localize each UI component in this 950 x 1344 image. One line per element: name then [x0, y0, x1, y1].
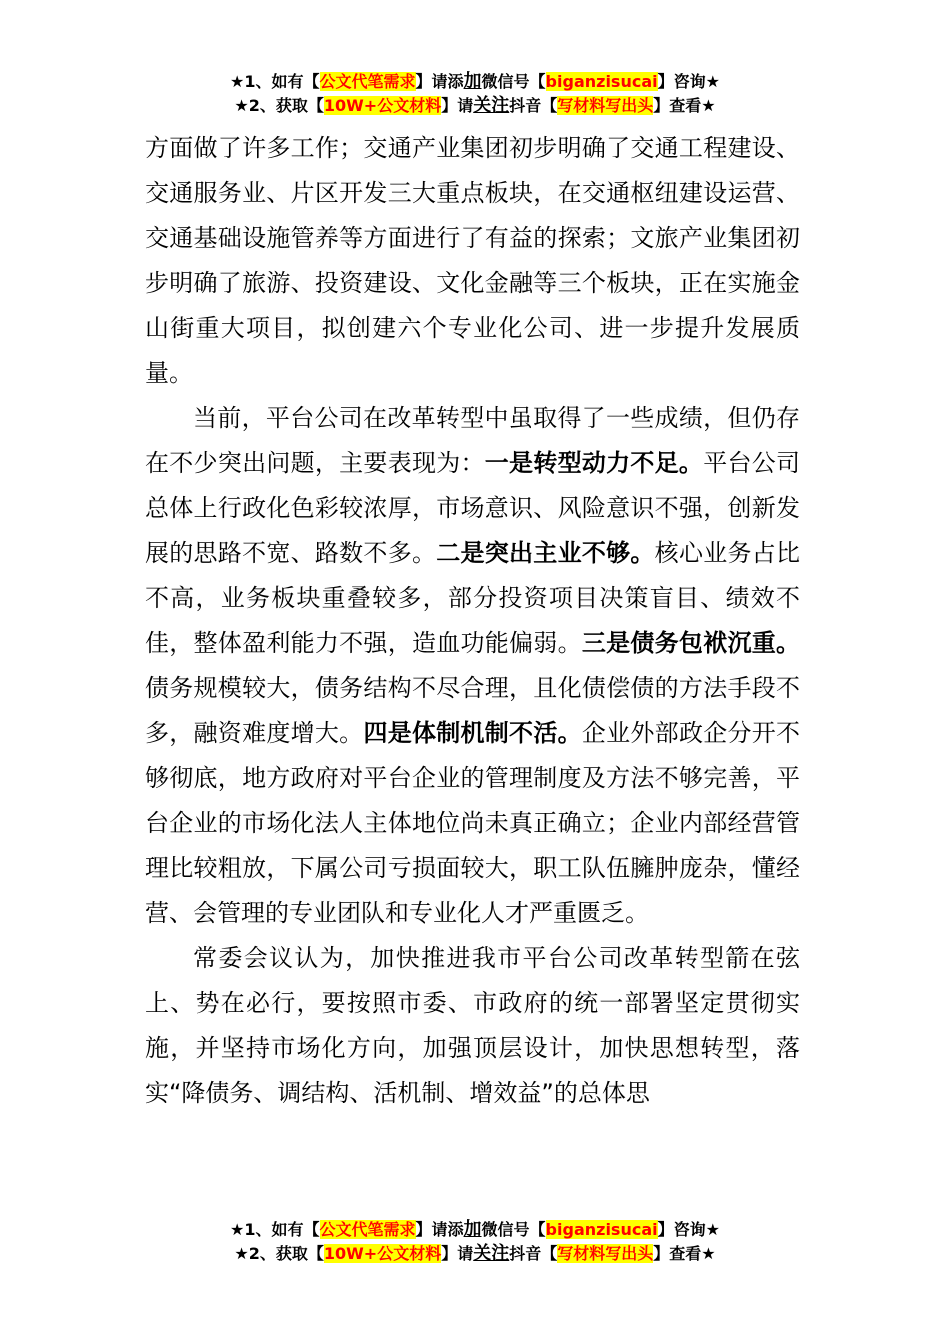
banner-text: ★2、获取【 — [234, 96, 324, 115]
banner-text: 】查看★ — [653, 96, 716, 115]
paragraph-3: 常委会议认为，加快推进我市平台公司改革转型箭在弦上、势在必行，要按照市委、市政府的统一部署坚定贯彻实施，并坚持市场化方向，加强顶层设计，加快思想转型，落实“降债务、调结构、活机制、增效益”的总体思 — [145, 944, 800, 1107]
banner-highlight-douyin: 写材料写出头 — [557, 96, 654, 115]
point-heading-2: 二是突出主业不够。 — [436, 539, 655, 567]
banner-text: 微信号【 — [481, 72, 546, 91]
paragraph-2 — [145, 396, 800, 936]
footer-banner — [0, 1218, 950, 1266]
paragraph-text: 当前，平台公司在改革转型中虽取得了一些成绩，但仍存在不少突出问题，主要表现为： — [145, 404, 800, 477]
banner-text: 】请添 — [415, 72, 464, 91]
banner-text: ★1、如有【 — [230, 72, 320, 91]
point-heading-3: 三是债务包袱沉重。 — [581, 629, 801, 657]
banner-text: 微信号【 — [481, 1220, 546, 1239]
paragraph-text: 平台公司总体上行政化色彩较浓厚，市场意识、风险意识不强，创新发展的思路不宽、路数不多。 — [145, 449, 801, 567]
header-banner — [0, 70, 950, 118]
paragraph-1: 方面做了许多工作；交通产业集团初步明确了交通工程建设、交通服务业、片区开发三大重点板块，在交通枢纽建设运营、交通基础设施管养等方面进行了有益的探索；文旅产业集团初步明确了旅游、投资建设、文化金融等三个板块，正在实施金山街重大项目，拟创建六个专业化公司、进一步提升发展质量。 — [145, 134, 800, 387]
banner-highlight-wechat: biganzisucai — [545, 1220, 658, 1239]
banner-underline: 关注 — [473, 1243, 510, 1264]
banner-text: 】咨询★ — [657, 72, 720, 91]
paragraph-text: 债务规模较大，债务结构不尽合理，且化债偿债的方法手段不多，融资难度增大。 — [145, 674, 800, 747]
point-heading-4: 四是体制机制不活。 — [363, 719, 582, 747]
banner-underline: 加 — [463, 71, 482, 92]
banner-highlight-wechat: biganzisucai — [545, 72, 658, 91]
paragraph-text: 核心业务占比不高，业务板块重叠较多，部分投资项目决策盲目、绩效不佳，整体盈利能力不强，造血功能偏弱。 — [145, 539, 801, 657]
banner-line-1 — [0, 70, 950, 94]
banner-highlight: 公文代笔需求 — [319, 1220, 416, 1239]
paragraph-text: 企业外部政企分开不够彻底，地方政府对平台企业的管理制度及方法不够完善，平台企业的市场化法人主体地位尚未真正确立；企业内部经营管理比较粗放，下属公司亏损面较大，职工队伍臃肿庞杂，懂经营、会管理的专业团队和专业化人才严重匮乏。 — [145, 719, 801, 927]
banner-text: 】查看★ — [653, 1244, 716, 1263]
banner-line-2 — [0, 94, 950, 118]
banner-text: ★1、如有【 — [230, 1220, 320, 1239]
banner-underline: 关注 — [473, 95, 510, 116]
banner-line-1 — [0, 1218, 950, 1242]
banner-text: 】请 — [441, 96, 474, 115]
banner-text: 抖音【 — [509, 96, 558, 115]
banner-text: 】请 — [441, 1244, 474, 1263]
document-body — [145, 126, 800, 1116]
banner-highlight-douyin: 写材料写出头 — [557, 1244, 654, 1263]
banner-text: 抖音【 — [509, 1244, 558, 1263]
banner-line-2 — [0, 1242, 950, 1266]
banner-underline: 加 — [463, 1219, 482, 1240]
point-heading-1: 一是转型动力不足。 — [484, 449, 704, 477]
banner-highlight: 公文代笔需求 — [319, 72, 416, 91]
banner-highlight: 10W+公文材料 — [323, 1244, 442, 1263]
banner-text: 】请添 — [415, 1220, 464, 1239]
banner-highlight: 10W+公文材料 — [323, 96, 442, 115]
banner-text: 】咨询★ — [657, 1220, 720, 1239]
banner-text: ★2、获取【 — [234, 1244, 324, 1263]
